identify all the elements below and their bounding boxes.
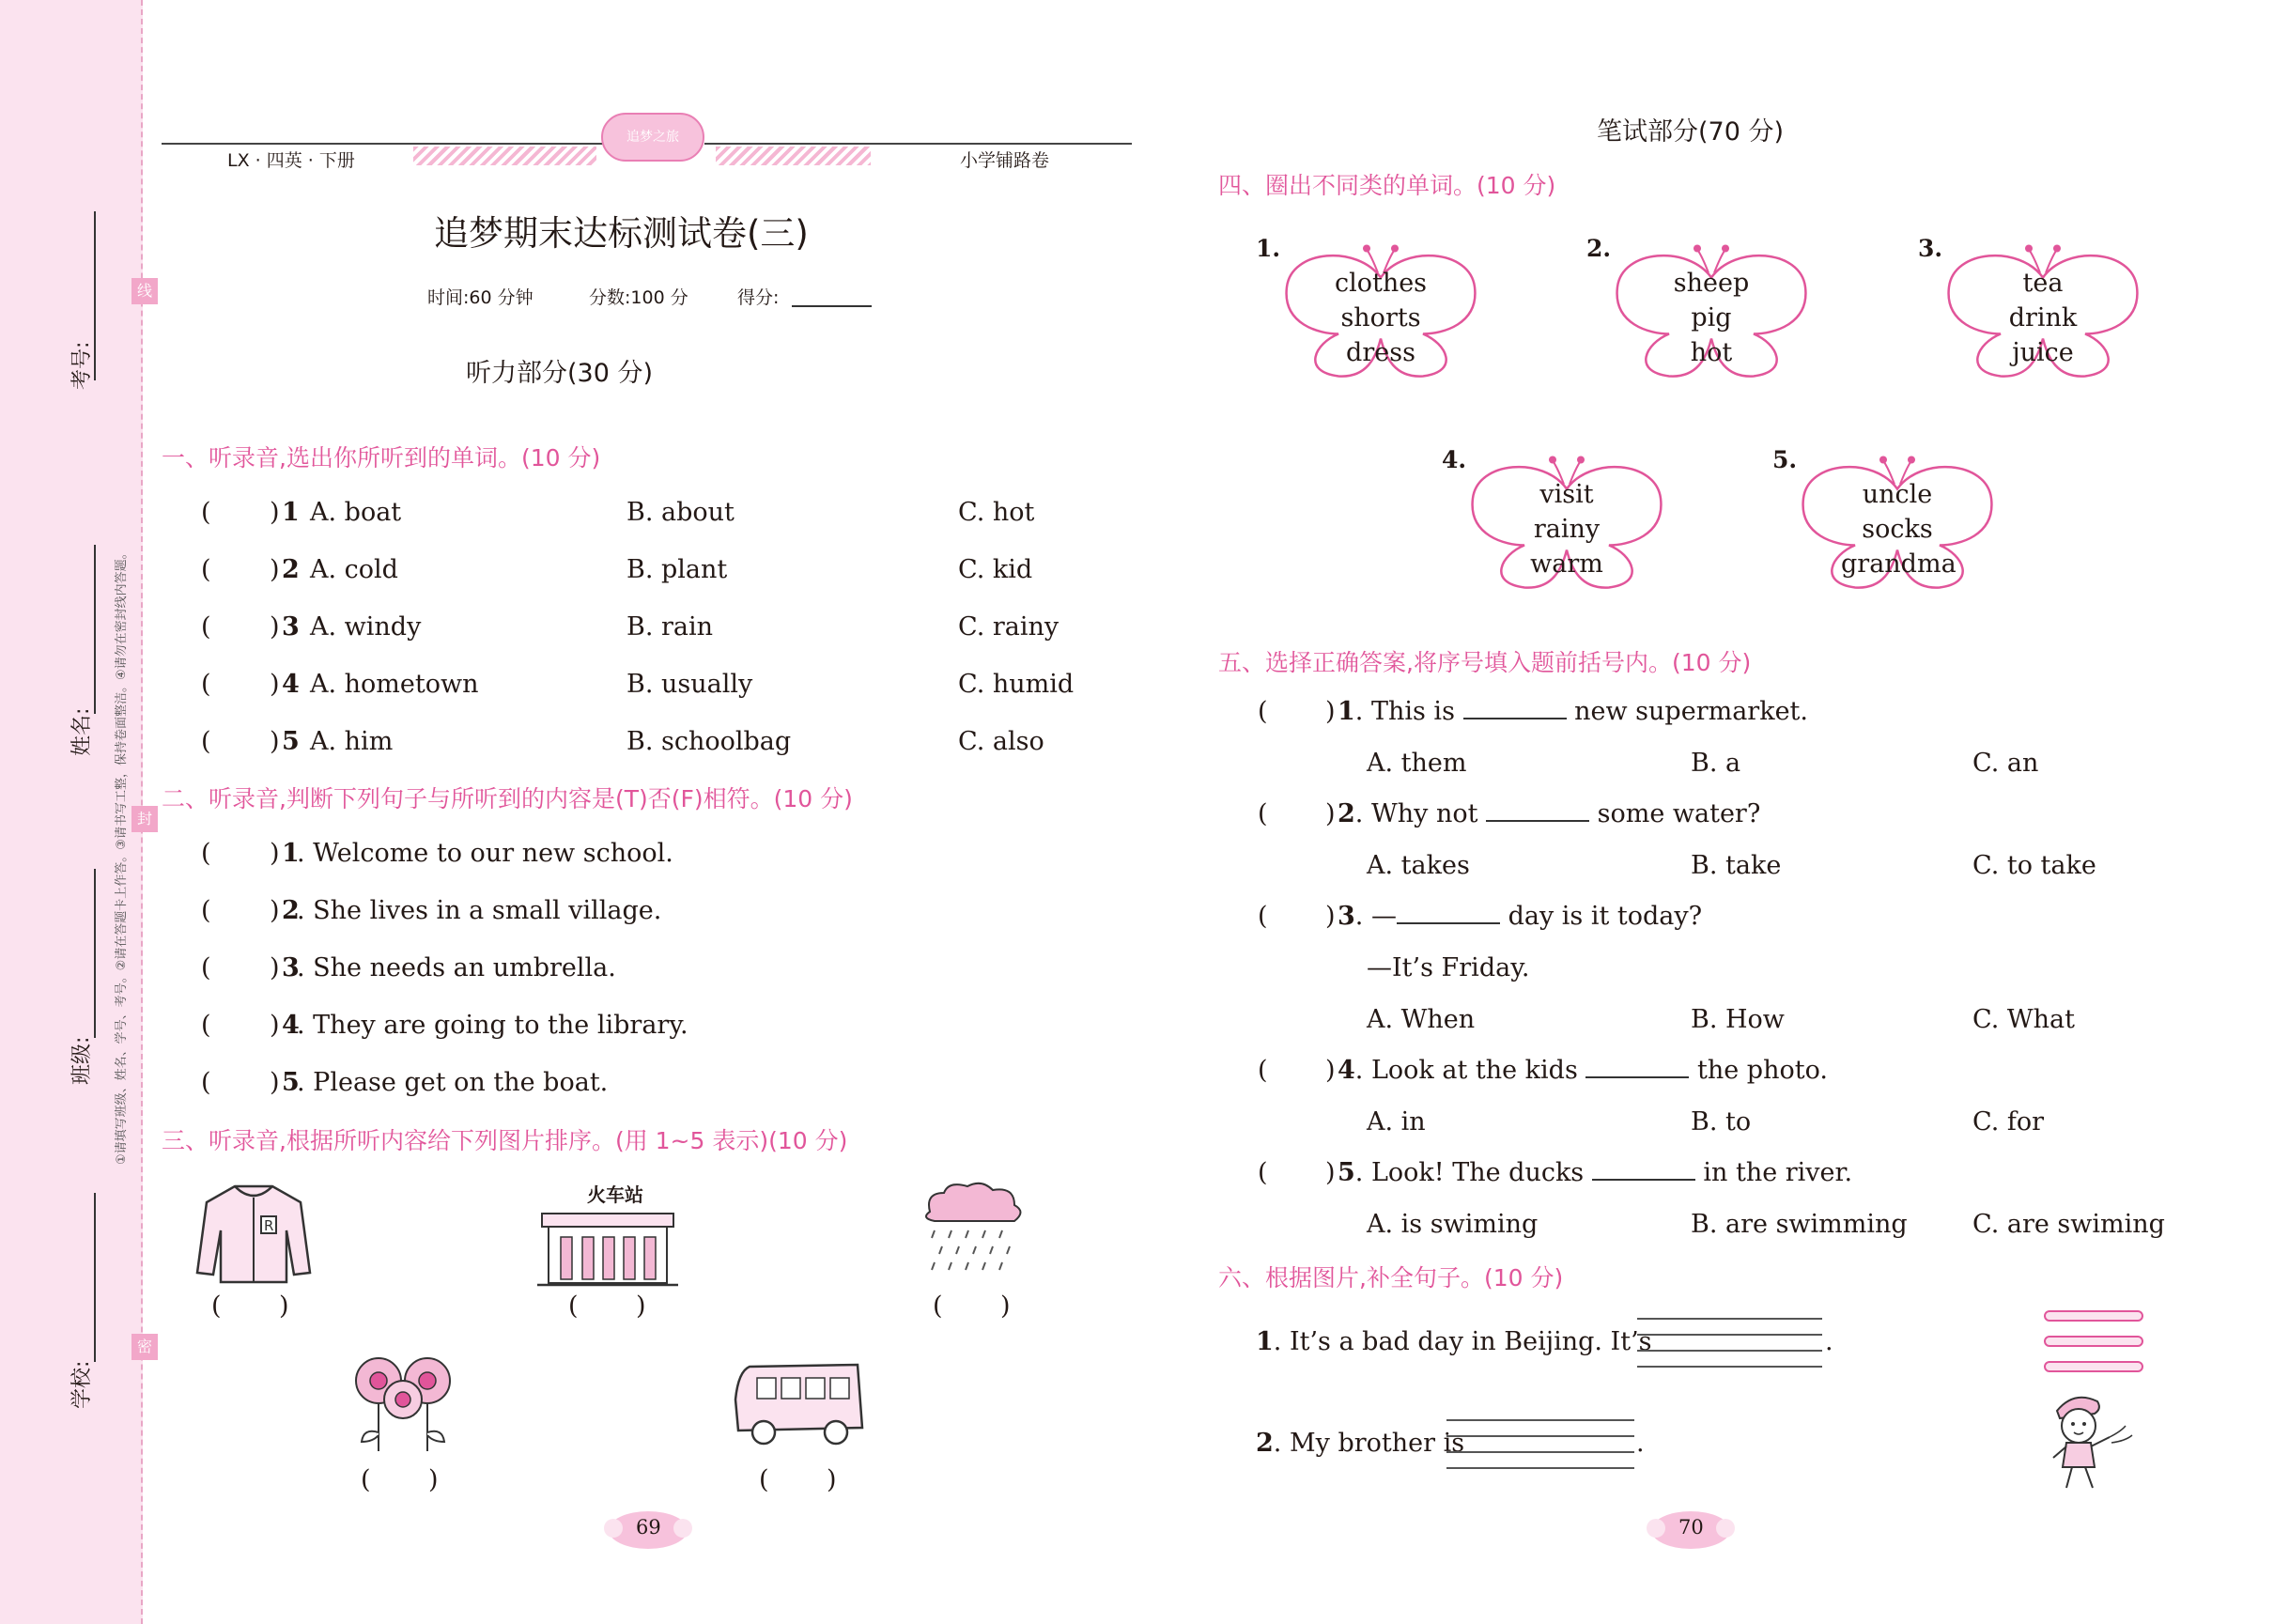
pic5-answer-slot[interactable] [773,1465,820,1493]
seal-word-xian: 线 [131,278,158,304]
s6-q1-num: 1 [1256,1327,1274,1356]
s5-q4-post: the photo. [1697,1056,1828,1085]
pic3-open-paren: ( [933,1291,943,1321]
s6-q1-writing-line-mid[interactable] [1637,1334,1822,1336]
s2-q2-text: . She lives in a small village. [297,896,662,925]
side-label-exam-no: 考号: [70,341,94,390]
s2-close-paren: ) [270,953,280,982]
s5-q3-blank[interactable] [1397,905,1500,924]
s2-close-paren: ) [270,896,280,925]
jacket-picture [193,1179,315,1287]
s6-q2-writing-line-top[interactable] [1446,1419,1634,1421]
header-stripe-right [716,147,871,165]
side-line-2 [94,545,96,714]
s2-q3-num: 3 [282,953,300,982]
pic3-close-paren: ) [1000,1291,1011,1321]
header-brand: 小学铺路卷 [960,150,1050,171]
butterfly-3-word-1[interactable]: tea [2022,269,2064,298]
s5-open-paren: ( [1258,1158,1268,1187]
s5-q2-blank[interactable] [1486,803,1589,822]
seal-word-feng: 封 [131,806,158,832]
s5-q1-post: new supermarket. [1574,697,1808,726]
side-label-name: 姓名: [70,707,94,756]
s5-q1-c: C. an [1972,749,2039,778]
s1-q3-b: B. rain [626,612,714,642]
butterfly-2-num: 2. [1586,235,1612,262]
s5-q2-c: C. to take [1972,851,2096,880]
s5-q4-b: B. to [1691,1107,1752,1137]
s5-q1-blank[interactable] [1463,701,1567,719]
s5-answer-slot-2[interactable] [1273,799,1325,827]
s5-open-paren: ( [1258,1056,1268,1085]
side-note: ①请填写班级、姓名、学号、考号。②请在答题卡上作答。③请书写工整，保持卷面整洁。④请勿在密封线内答题。 [115,547,129,1165]
s5-q1 [1338,697,1808,726]
wind-line-1 [2044,1310,2143,1322]
s6-sentence-2 [1256,1429,1464,1458]
section5-heading: 五、选择正确答案,将序号填入题前括号内。(10 分) [1218,649,1752,676]
s2-answer-slot-1[interactable] [214,839,267,867]
s5-q3-answer: —It’s Friday. [1367,953,1530,982]
s5-q3-a: A. When [1367,1005,1476,1034]
side-label-class: 班级: [70,1036,94,1085]
butterfly-2-word-1[interactable]: sheep [1673,269,1750,298]
written-title: 笔试部分(70 分) [1597,117,1785,147]
s5-q4-num: 4 [1338,1056,1355,1085]
s5-q4-c: C. for [1972,1107,2045,1137]
s2-q5-text: . Please get on the boat. [297,1068,609,1097]
s5-close-paren: ) [1325,697,1336,726]
s1-close-paren: ) [270,612,280,642]
s5-answer-slot-3[interactable] [1273,902,1325,930]
s6-q1-writing-line-bottom[interactable] [1637,1350,1822,1352]
page-number-left: 69 [636,1516,661,1539]
s1-q4-c: C. humid [958,670,1075,699]
butterfly-3-word-3[interactable]: juice [2012,338,2074,367]
s2-open-paren: ( [201,839,211,868]
section6-heading: 六、根据图片,补全句子。(10 分) [1218,1264,1564,1291]
butterfly-4-word-2[interactable]: rainy [1533,515,1601,544]
pic4-open-paren: ( [361,1465,371,1494]
s2-answer-slot-4[interactable] [214,1011,267,1039]
s5-close-paren: ) [1325,902,1336,931]
butterfly-4-word-1[interactable]: visit [1539,480,1594,509]
s5-q5-a: A. is swiming [1367,1210,1539,1239]
s6-q2-period: . [1636,1429,1645,1458]
header-line-left [162,143,603,145]
side-line-4 [94,1193,96,1362]
s6-q1-writing-line-base[interactable] [1637,1366,1822,1368]
butterfly-4-word-3[interactable]: warm [1530,549,1603,579]
s1-q5-c: C. also [958,727,1044,756]
s5-q5-num: 5 [1338,1158,1355,1187]
pic4-answer-slot[interactable] [375,1465,422,1493]
butterfly-3-word-2[interactable]: drink [2008,303,2078,333]
s5-q4-a: A. in [1367,1107,1426,1137]
s5-answer-slot-5[interactable] [1273,1158,1325,1186]
s1-close-paren: ) [270,727,280,756]
s2-q5-num: 5 [282,1068,300,1097]
s1-q3-num: 3 [282,612,300,642]
header-stripe-left [413,147,596,165]
s6-q1-writing-line-top[interactable] [1637,1318,1822,1320]
s5-q5-b: B. are swimming [1691,1210,1908,1239]
section4-heading: 四、圈出不同类的单词。(10 分) [1218,172,1556,199]
s1-answer-slot-5[interactable] [214,727,267,755]
header-line-right [704,143,1132,145]
header-series: LX · 四英 · 下册 [227,150,355,171]
s6-sentence-1 [1256,1327,1652,1356]
s2-open-paren: ( [201,1011,211,1040]
s6-q1-period: . [1825,1327,1833,1356]
s6-q2-num: 2 [1256,1429,1274,1458]
pic1-answer-slot[interactable] [225,1291,272,1320]
s5-q5-blank[interactable] [1592,1162,1695,1181]
exam-score: 分数:100 分 [589,287,688,308]
s1-q1-a: A. boat [310,498,402,527]
s5-close-paren: ) [1325,1056,1336,1085]
s1-answer-slot-1[interactable] [214,498,267,526]
butterfly-1-word-1[interactable]: clothes [1334,269,1428,298]
s5-q5-c: C. are swiming [1972,1210,2165,1239]
s5-q5 [1338,1158,1852,1187]
s5-answer-slot-1[interactable] [1273,697,1325,725]
s2-q1-num: 1 [282,839,300,868]
s1-answer-slot-2[interactable] [214,555,267,583]
wind-line-3 [2044,1361,2143,1372]
logo-badge [601,113,704,162]
s1-open-paren: ( [201,670,211,699]
s6-q1-text: . It’s a bad day in Beijing. It’s [1273,1327,1652,1356]
s1-close-paren: ) [270,498,280,527]
s5-q3 [1338,902,1702,931]
s5-q4-blank[interactable] [1585,1059,1689,1078]
wind-line-2 [2044,1336,2143,1347]
svg-text:R: R [264,1217,274,1234]
s6-q2-text: . My brother is [1273,1429,1465,1458]
pic3-answer-slot[interactable] [947,1291,994,1320]
s1-open-paren: ( [201,498,211,527]
s5-q2-b: B. take [1691,851,1782,880]
s2-open-paren: ( [201,1068,211,1097]
s5-q2-num: 2 [1338,799,1355,828]
pic2-answer-slot[interactable] [582,1291,629,1320]
bus-picture [731,1357,867,1451]
listening-title: 听力部分(30 分) [466,359,654,388]
s1-answer-slot-4[interactable] [214,670,267,698]
s1-q4-a: A. hometown [310,670,479,699]
s5-q1-num: 1 [1338,697,1355,726]
pic5-close-paren: ) [827,1465,837,1494]
s5-q5-post: in the river. [1703,1158,1853,1187]
pic5-open-paren: ( [759,1465,769,1494]
butterfly-2-word-3[interactable]: hot [1690,338,1733,367]
s1-q2-num: 2 [282,555,300,584]
exam-got: 得分: [737,287,780,308]
s5-q1-a: A. them [1367,749,1467,778]
s1-q2-a: A. cold [310,555,398,584]
s1-q1-b: B. about [626,498,735,527]
s6-q2-writing-line-base[interactable] [1446,1467,1634,1469]
pic2-close-paren: ) [636,1291,646,1321]
s1-q2-c: C. kid [958,555,1033,584]
boy-picture [2036,1390,2144,1493]
butterfly-5-word-2[interactable]: socks [1862,515,1933,544]
s5-open-paren: ( [1258,799,1268,828]
logo-text: 追梦之旅 [626,130,679,145]
s1-open-paren: ( [201,727,211,756]
page-title: 追梦期末达标测试卷(三) [434,213,809,254]
s1-q1-c: C. hot [958,498,1035,527]
s5-close-paren: ) [1325,799,1336,828]
s5-q1-b: B. a [1691,749,1741,778]
s2-answer-slot-5[interactable] [214,1068,267,1096]
butterfly-1-word-2[interactable]: shorts [1340,303,1421,333]
s5-q4 [1338,1056,1828,1085]
s1-q2-b: B. plant [626,555,728,584]
s2-q4-text: . They are going to the library. [297,1011,688,1040]
s5-q3-post: day is it today? [1508,902,1703,931]
s2-q3-text: . She needs an umbrella. [297,953,616,982]
s6-q2-writing-line-bottom[interactable] [1446,1451,1634,1453]
s2-answer-slot-2[interactable] [214,896,267,924]
train-station-picture [537,1204,678,1289]
pic2-open-paren: ( [568,1291,579,1321]
s1-open-paren: ( [201,555,211,584]
section1-heading: 一、听录音,选出你所听到的单词。(10 分) [162,444,601,472]
s5-q3-pre: . — [1354,902,1397,931]
s1-answer-slot-3[interactable] [214,612,267,641]
pic1-close-paren: ) [279,1291,289,1321]
rain-cloud-picture [916,1179,1029,1287]
butterfly-1-word-3[interactable]: dress [1346,338,1415,367]
page-number-right: 70 [1678,1516,1704,1539]
s2-q4-num: 4 [282,1011,300,1040]
butterfly-2-word-2[interactable]: pig [1691,303,1732,333]
s5-open-paren: ( [1258,902,1268,931]
butterfly-5-word-3[interactable]: grandma [1841,549,1956,579]
windy-picture [2044,1310,2143,1376]
exam-time: 时间:60 分钟 [427,287,534,308]
s5-q5-pre: . Look! The ducks [1354,1158,1585,1187]
s1-q3-a: A. windy [310,612,422,642]
s2-open-paren: ( [201,896,211,925]
butterfly-3-num: 3. [1918,235,1943,262]
s5-q3-num: 3 [1338,902,1355,931]
s6-q2-writing-line-mid[interactable] [1446,1435,1634,1437]
s5-q2-a: A. takes [1367,851,1470,880]
s5-answer-slot-4[interactable] [1273,1056,1325,1084]
s1-open-paren: ( [201,612,211,642]
side-label-school: 学校: [70,1360,94,1409]
s5-close-paren: ) [1325,1158,1336,1187]
s2-close-paren: ) [270,839,280,868]
s2-q1-text: . Welcome to our new school. [297,839,673,868]
pic1-open-paren: ( [211,1291,222,1321]
s1-close-paren: ) [270,670,280,699]
seal-word-mi: 密 [131,1334,158,1360]
s5-open-paren: ( [1258,697,1268,726]
s5-q2 [1338,799,1760,828]
s1-q1-num: 1 [282,498,300,527]
flowers-picture [352,1353,456,1456]
s1-q5-b: B. schoolbag [626,727,792,756]
s5-q2-pre: . Why not [1354,799,1478,828]
side-line-3 [94,869,96,1038]
s1-q5-num: 5 [282,727,300,756]
butterfly-5-num: 5. [1772,446,1798,473]
section2-heading: 二、听录音,判断下列句子与所听到的内容是(T)否(F)相符。(10 分) [162,785,853,812]
s1-q4-num: 4 [282,670,300,699]
s5-q1-pre: . This is [1354,697,1455,726]
s1-close-paren: ) [270,555,280,584]
s2-close-paren: ) [270,1011,280,1040]
pic4-close-paren: ) [428,1465,439,1494]
s1-q5-a: A. him [310,727,394,756]
butterfly-5-word-1[interactable]: uncle [1862,480,1933,509]
s2-q2-num: 2 [282,896,300,925]
section3-heading: 三、听录音,根据所听内容给下列图片排序。(用 1~5 表示)(10 分) [162,1127,848,1154]
score-blank[interactable] [792,305,872,307]
s1-q3-c: C. rainy [958,612,1059,642]
s5-q2-post: some water? [1597,799,1761,828]
s5-q3-c: C. What [1972,1005,2075,1034]
s1-q4-b: B. usually [626,670,753,699]
butterfly-4-num: 4. [1442,446,1467,473]
station-sign: 火车站 [587,1183,643,1206]
s2-answer-slot-3[interactable] [214,953,267,982]
s5-q4-pre: . Look at the kids [1354,1056,1578,1085]
butterfly-1-num: 1. [1256,235,1281,262]
s5-q3-b: B. How [1691,1005,1785,1034]
s2-close-paren: ) [270,1068,280,1097]
s2-open-paren: ( [201,953,211,982]
